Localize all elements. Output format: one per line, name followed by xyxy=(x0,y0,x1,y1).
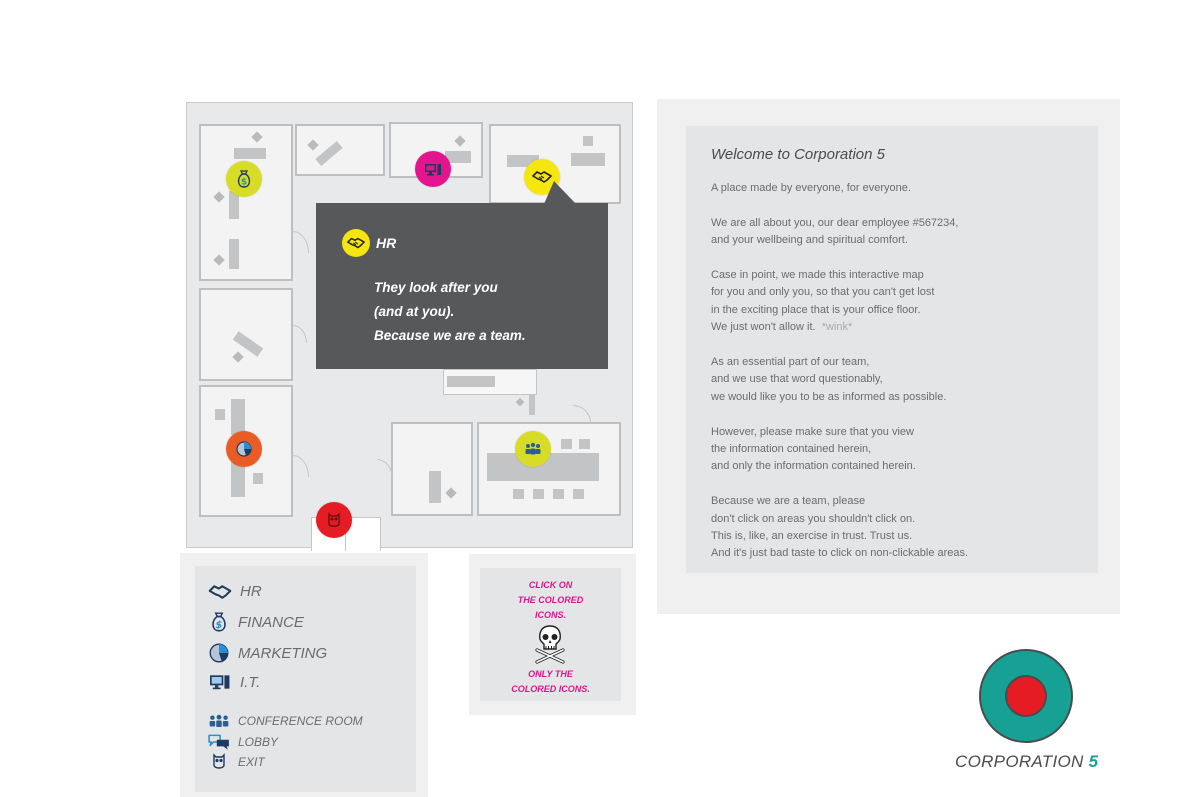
door xyxy=(293,455,309,477)
logo-number: 5 xyxy=(1088,752,1099,771)
desk xyxy=(229,239,239,269)
door xyxy=(573,405,591,423)
welcome-paragraph xyxy=(711,267,1098,337)
warning-line: COLORED ICONS. xyxy=(511,684,590,694)
door xyxy=(293,325,307,343)
speech-bubbles-icon xyxy=(208,733,230,751)
welcome-line: and only the information contained herein. xyxy=(711,460,916,473)
welcome-line: We just won't allow it. xyxy=(711,321,816,334)
welcome-line: As an essential part of our team, xyxy=(711,356,870,369)
map-pin-it[interactable] xyxy=(415,151,451,187)
welcome-line: and we use that word questionably, xyxy=(711,373,883,386)
legend-item-finance[interactable] xyxy=(208,611,304,633)
legend-item-hr[interactable] xyxy=(208,583,262,600)
welcome-line: A place made by everyone, for everyone. xyxy=(711,182,911,194)
chair xyxy=(553,489,564,499)
wink-text: *wink* xyxy=(821,321,853,334)
desk xyxy=(447,376,495,387)
svg-text:$: $ xyxy=(215,620,223,632)
warning-top-text xyxy=(480,578,621,623)
chair xyxy=(573,489,584,499)
owl-icon xyxy=(324,510,344,530)
legend-label: EXIT xyxy=(238,755,265,769)
tooltip-line: They look after you xyxy=(374,280,498,295)
warning-bottom-text xyxy=(480,667,621,697)
welcome-line: the information contained herein, xyxy=(711,443,872,456)
welcome-line: Because we are a team, please xyxy=(711,495,866,508)
map-pin-marketing[interactable] xyxy=(226,431,262,467)
legend-item-exit[interactable] xyxy=(208,753,265,771)
pie-chart-icon xyxy=(234,439,254,459)
pie-chart-icon xyxy=(208,642,230,664)
welcome-panel xyxy=(686,126,1098,573)
warning-line: ICONS. xyxy=(534,610,566,620)
logo-center-dot xyxy=(1005,675,1047,717)
map-pin-exit[interactable] xyxy=(316,502,352,538)
chair xyxy=(513,489,524,499)
welcome-paragraph xyxy=(711,215,1098,250)
map-pin-finance[interactable] xyxy=(226,161,262,197)
cabinet xyxy=(583,136,593,146)
money-bag-icon xyxy=(234,169,254,189)
tooltip-badge xyxy=(342,229,370,257)
warning-line: CLICK ON xyxy=(528,580,573,590)
svg-text:$: $ xyxy=(240,177,248,188)
welcome-line: and your wellbeing and spiritual comfort. xyxy=(711,234,908,247)
legend-label: FINANCE xyxy=(238,613,304,631)
click-warning xyxy=(480,568,621,701)
desk xyxy=(571,153,605,166)
logo-word: CORPORATION xyxy=(955,752,1084,771)
welcome-line: However, please make sure that you view xyxy=(711,425,914,438)
legend-label: HR xyxy=(240,583,262,600)
legend-label: LOBBY xyxy=(238,735,279,749)
chair xyxy=(561,439,572,449)
computer-icon xyxy=(208,672,232,692)
welcome-line: for you and only you, so that you can't get lost xyxy=(711,286,935,299)
desk xyxy=(231,399,245,435)
logo-wordmark xyxy=(955,752,1098,772)
welcome-line: in the exciting place that is your office floor. xyxy=(711,303,921,316)
welcome-line: And it's just bad taste to click on non-clickable areas. xyxy=(711,547,969,560)
legend-label: I.T. xyxy=(240,673,261,691)
legend-item-marketing[interactable] xyxy=(208,642,327,664)
welcome-paragraph xyxy=(711,424,1098,476)
tooltip-pointer xyxy=(544,181,576,204)
computer-icon xyxy=(423,159,443,179)
tooltip-line: Because we are a team. xyxy=(374,328,526,343)
legend-item-conference[interactable] xyxy=(208,713,363,729)
legend-label: CONFERENCE ROOM xyxy=(238,714,363,728)
corporation-logo xyxy=(979,649,1073,743)
chair xyxy=(579,439,590,449)
desk xyxy=(234,148,266,159)
map-pin-conference[interactable] xyxy=(515,431,551,467)
welcome-title: Welcome to Corporation 5 xyxy=(711,146,885,163)
people-icon xyxy=(523,439,543,459)
cabinet xyxy=(529,395,535,415)
desk xyxy=(429,471,441,503)
welcome-paragraph xyxy=(711,180,1098,197)
map-legend xyxy=(195,566,416,792)
cabinet xyxy=(215,409,225,420)
warning-line: THE COLORED xyxy=(517,595,584,605)
welcome-line: don't click on areas you shouldn't click on. xyxy=(711,512,916,525)
tooltip-title: HR xyxy=(376,235,397,251)
skull-crossbones-icon xyxy=(534,624,566,664)
tooltip-header xyxy=(342,229,396,257)
chair xyxy=(533,489,544,499)
handshake-icon xyxy=(208,584,232,600)
money-bag-icon xyxy=(208,611,230,633)
people-icon xyxy=(208,713,230,729)
warning-line: ONLY THE xyxy=(528,669,573,679)
welcome-line: We are all about you, our dear employee #567234, xyxy=(711,216,959,229)
handshake-icon xyxy=(347,234,365,252)
legend-item-lobby[interactable] xyxy=(208,733,278,751)
welcome-paragraph xyxy=(711,354,1098,406)
chair xyxy=(516,398,524,406)
door xyxy=(293,231,309,253)
tooltip-body xyxy=(374,276,526,348)
room xyxy=(199,288,293,381)
legend-label: MARKETING xyxy=(238,644,328,662)
department-tooltip xyxy=(316,203,608,369)
welcome-paragraph xyxy=(711,493,1098,563)
welcome-line: we would like you to be as informed as possible. xyxy=(711,390,947,403)
welcome-line: This is, like, an exercise in trust. Trust us. xyxy=(711,530,913,543)
welcome-line: Case in point, we made this interactive map xyxy=(711,269,924,281)
legend-item-it[interactable] xyxy=(208,672,260,692)
tooltip-line: (and at you). xyxy=(374,304,455,319)
owl-icon xyxy=(208,753,230,771)
cabinet xyxy=(253,473,263,484)
